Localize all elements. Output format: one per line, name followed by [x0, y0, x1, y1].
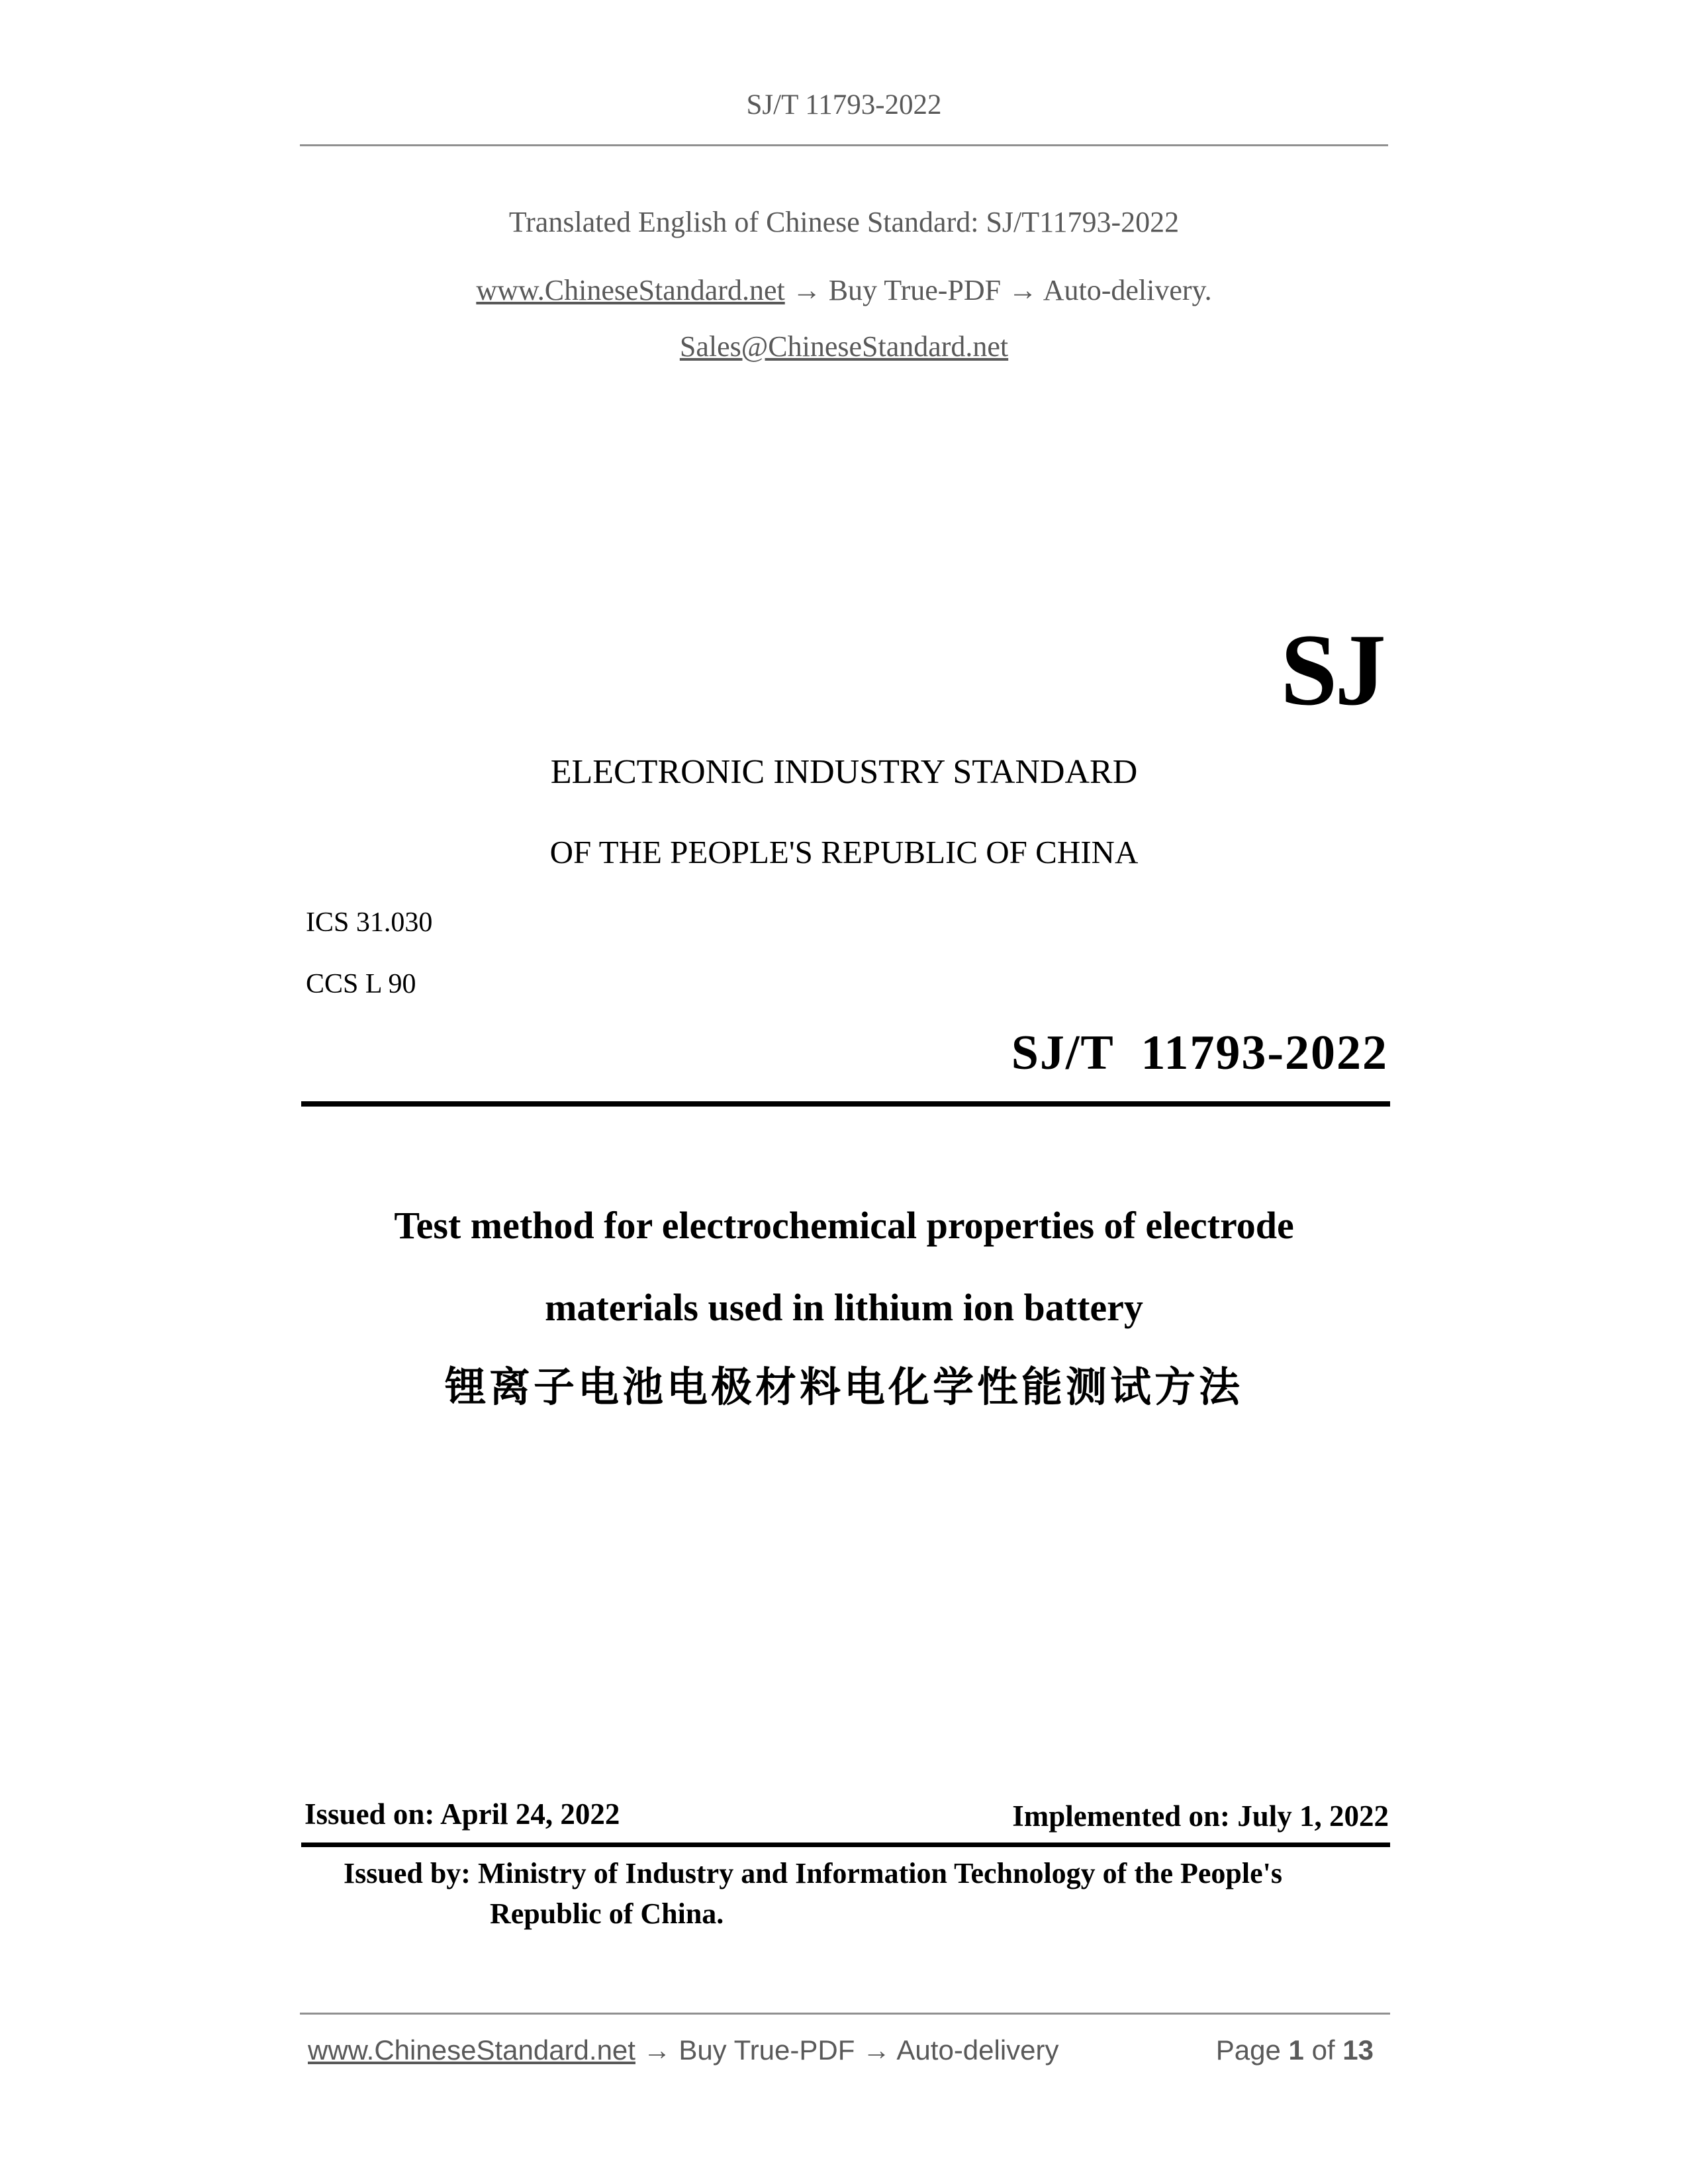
sales-email-line: [0, 332, 1688, 361]
standard-number-heading: SJ/T 11793-2022: [1011, 1026, 1388, 1080]
page-header-standard-code: SJ/T 11793-2022: [746, 89, 942, 120]
page-indicator: [1216, 2036, 1374, 2064]
issued-date: Issued on: April 24, 2022: [305, 1797, 620, 1831]
website-link[interactable]: www.ChineseStandard.net: [476, 274, 785, 306]
translated-standard-line: Translated English of Chinese Standard: SJ/T11793-2022: [508, 206, 1180, 238]
header-divider: [300, 144, 1388, 146]
footer-divider: [300, 2013, 1390, 2015]
arrow-icon: →: [643, 2034, 671, 2066]
footer-buy-true-pdf-text: Buy True-PDF: [679, 2034, 855, 2066]
standard-number-divider: [301, 1101, 1390, 1107]
sj-logo: SJ: [1280, 613, 1383, 727]
page-label: Page: [1215, 2034, 1281, 2066]
issuer-name-part2: Republic of China.: [490, 1897, 724, 1930]
of-label: of: [1311, 2034, 1335, 2066]
dates-divider: [301, 1843, 1390, 1847]
buy-true-pdf-text: Buy True-PDF: [828, 274, 1002, 306]
ics-code: ICS 31.030: [306, 907, 433, 938]
document-title-en-line1: Test method for electrochemical properties of electrode: [394, 1204, 1294, 1247]
arrow-icon: →: [863, 2034, 891, 2066]
implemented-date: Implemented on: July 1, 2022: [1012, 1799, 1389, 1833]
arrow-icon: →: [792, 274, 821, 306]
arrow-icon: →: [1008, 274, 1038, 306]
sales-email-link[interactable]: Sales@ChineseStandard.net: [679, 330, 1009, 363]
issuer-line1: [344, 1859, 1282, 1888]
page-number: 1: [1288, 2034, 1304, 2066]
issuer-name-part1: Ministry of Industry and Information Technology of the People's: [477, 1857, 1282, 1889]
ccs-code: CCS L 90: [306, 969, 416, 999]
org-name-line2: OF THE PEOPLE'S REPUBLIC OF CHINA: [549, 834, 1139, 870]
purchase-info-line: [0, 276, 1688, 305]
document-title-zh: 锂离子电池电极材料电化学性能测试方法: [444, 1365, 1243, 1410]
footer-purchase-info: [308, 2036, 1059, 2064]
footer-website-link[interactable]: www.ChineseStandard.net: [308, 2034, 635, 2066]
document-title-en-line2: materials used in lithium ion battery: [545, 1286, 1143, 1329]
org-name-line1: ELECTRONIC INDUSTRY STANDARD: [550, 753, 1138, 791]
footer-auto-delivery-text: Auto-delivery: [896, 2034, 1059, 2066]
total-pages: 13: [1342, 2034, 1374, 2066]
issued-by-label: Issued by:: [344, 1857, 471, 1889]
auto-delivery-text: Auto-delivery.: [1043, 274, 1212, 306]
